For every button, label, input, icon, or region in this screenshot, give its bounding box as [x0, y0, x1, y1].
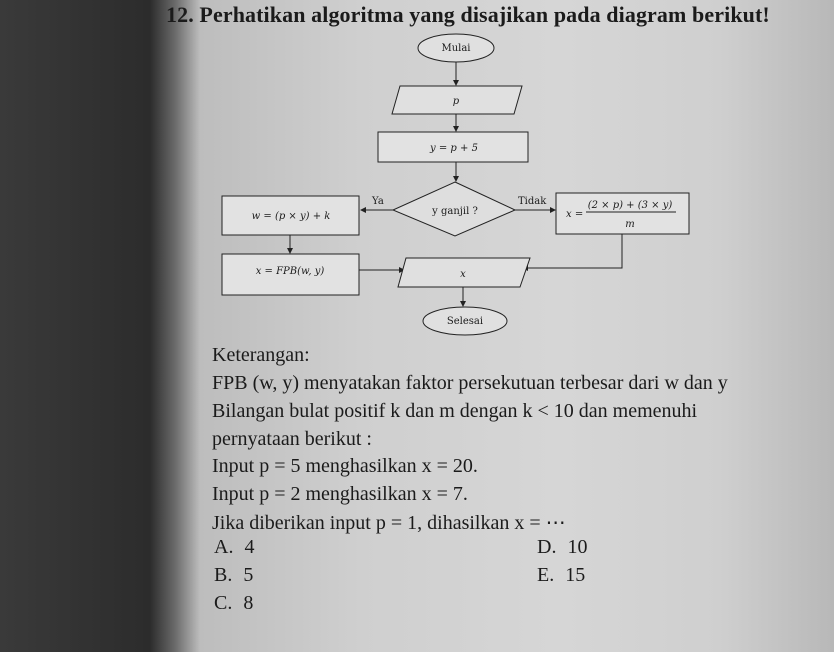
end-label: Selesai [446, 316, 484, 327]
process-x-denominator: m [625, 219, 635, 230]
option-letter: C. [214, 592, 233, 614]
notes-heading: Keterangan: [212, 344, 310, 366]
process-x-lhs: x = [566, 209, 584, 220]
input-label: p [452, 96, 460, 107]
option-b [214, 564, 253, 587]
decision-label: y ganjil ? [432, 206, 478, 217]
option-a [214, 536, 254, 559]
yes-label: Ya [372, 196, 384, 207]
question-text: Perhatikan algoritma yang disajikan pada diagram berikut! [199, 2, 770, 27]
notes-line-3: pernyataan berikut : [212, 428, 372, 450]
process-x-numerator: (2 × p) + (3 × y) [587, 200, 673, 211]
no-label: Tidak [518, 196, 547, 207]
option-c [214, 592, 253, 615]
notes-line-4: Input p = 5 menghasilkan x = 20. [212, 455, 478, 477]
option-value: 10 [567, 536, 588, 558]
option-letter: D. [537, 536, 557, 558]
notes-line-6: Jika diberikan input p = 1, dihasilkan x = ⋯ [212, 512, 566, 534]
start-label: Mulai [441, 43, 471, 54]
output-label: x [460, 269, 466, 280]
process-y-label: y = p + 5 [430, 143, 478, 154]
option-value: 8 [243, 592, 254, 614]
notes-line-5: Input p = 2 menghasilkan x = 7. [212, 483, 468, 505]
notes-line-2: Bilangan bulat positif k dan m dengan k < 10 dan memenuhi [212, 400, 698, 422]
notes-line-1: FPB (w, y) menyatakan faktor persekutuan terbesar dari w dan y [212, 372, 728, 394]
option-value: 5 [243, 564, 254, 586]
option-d [537, 536, 587, 559]
option-letter: E. [537, 564, 555, 586]
option-value: 4 [244, 536, 255, 558]
process-w-label: w = (p × y) + k [251, 211, 331, 222]
option-letter: B. [214, 564, 233, 586]
option-letter: A. [214, 536, 234, 558]
question-number: 12. [166, 2, 194, 27]
option-value: 15 [565, 564, 586, 586]
process-fpb-label: x = FPB(w, y) [255, 266, 325, 277]
option-e [537, 564, 585, 587]
